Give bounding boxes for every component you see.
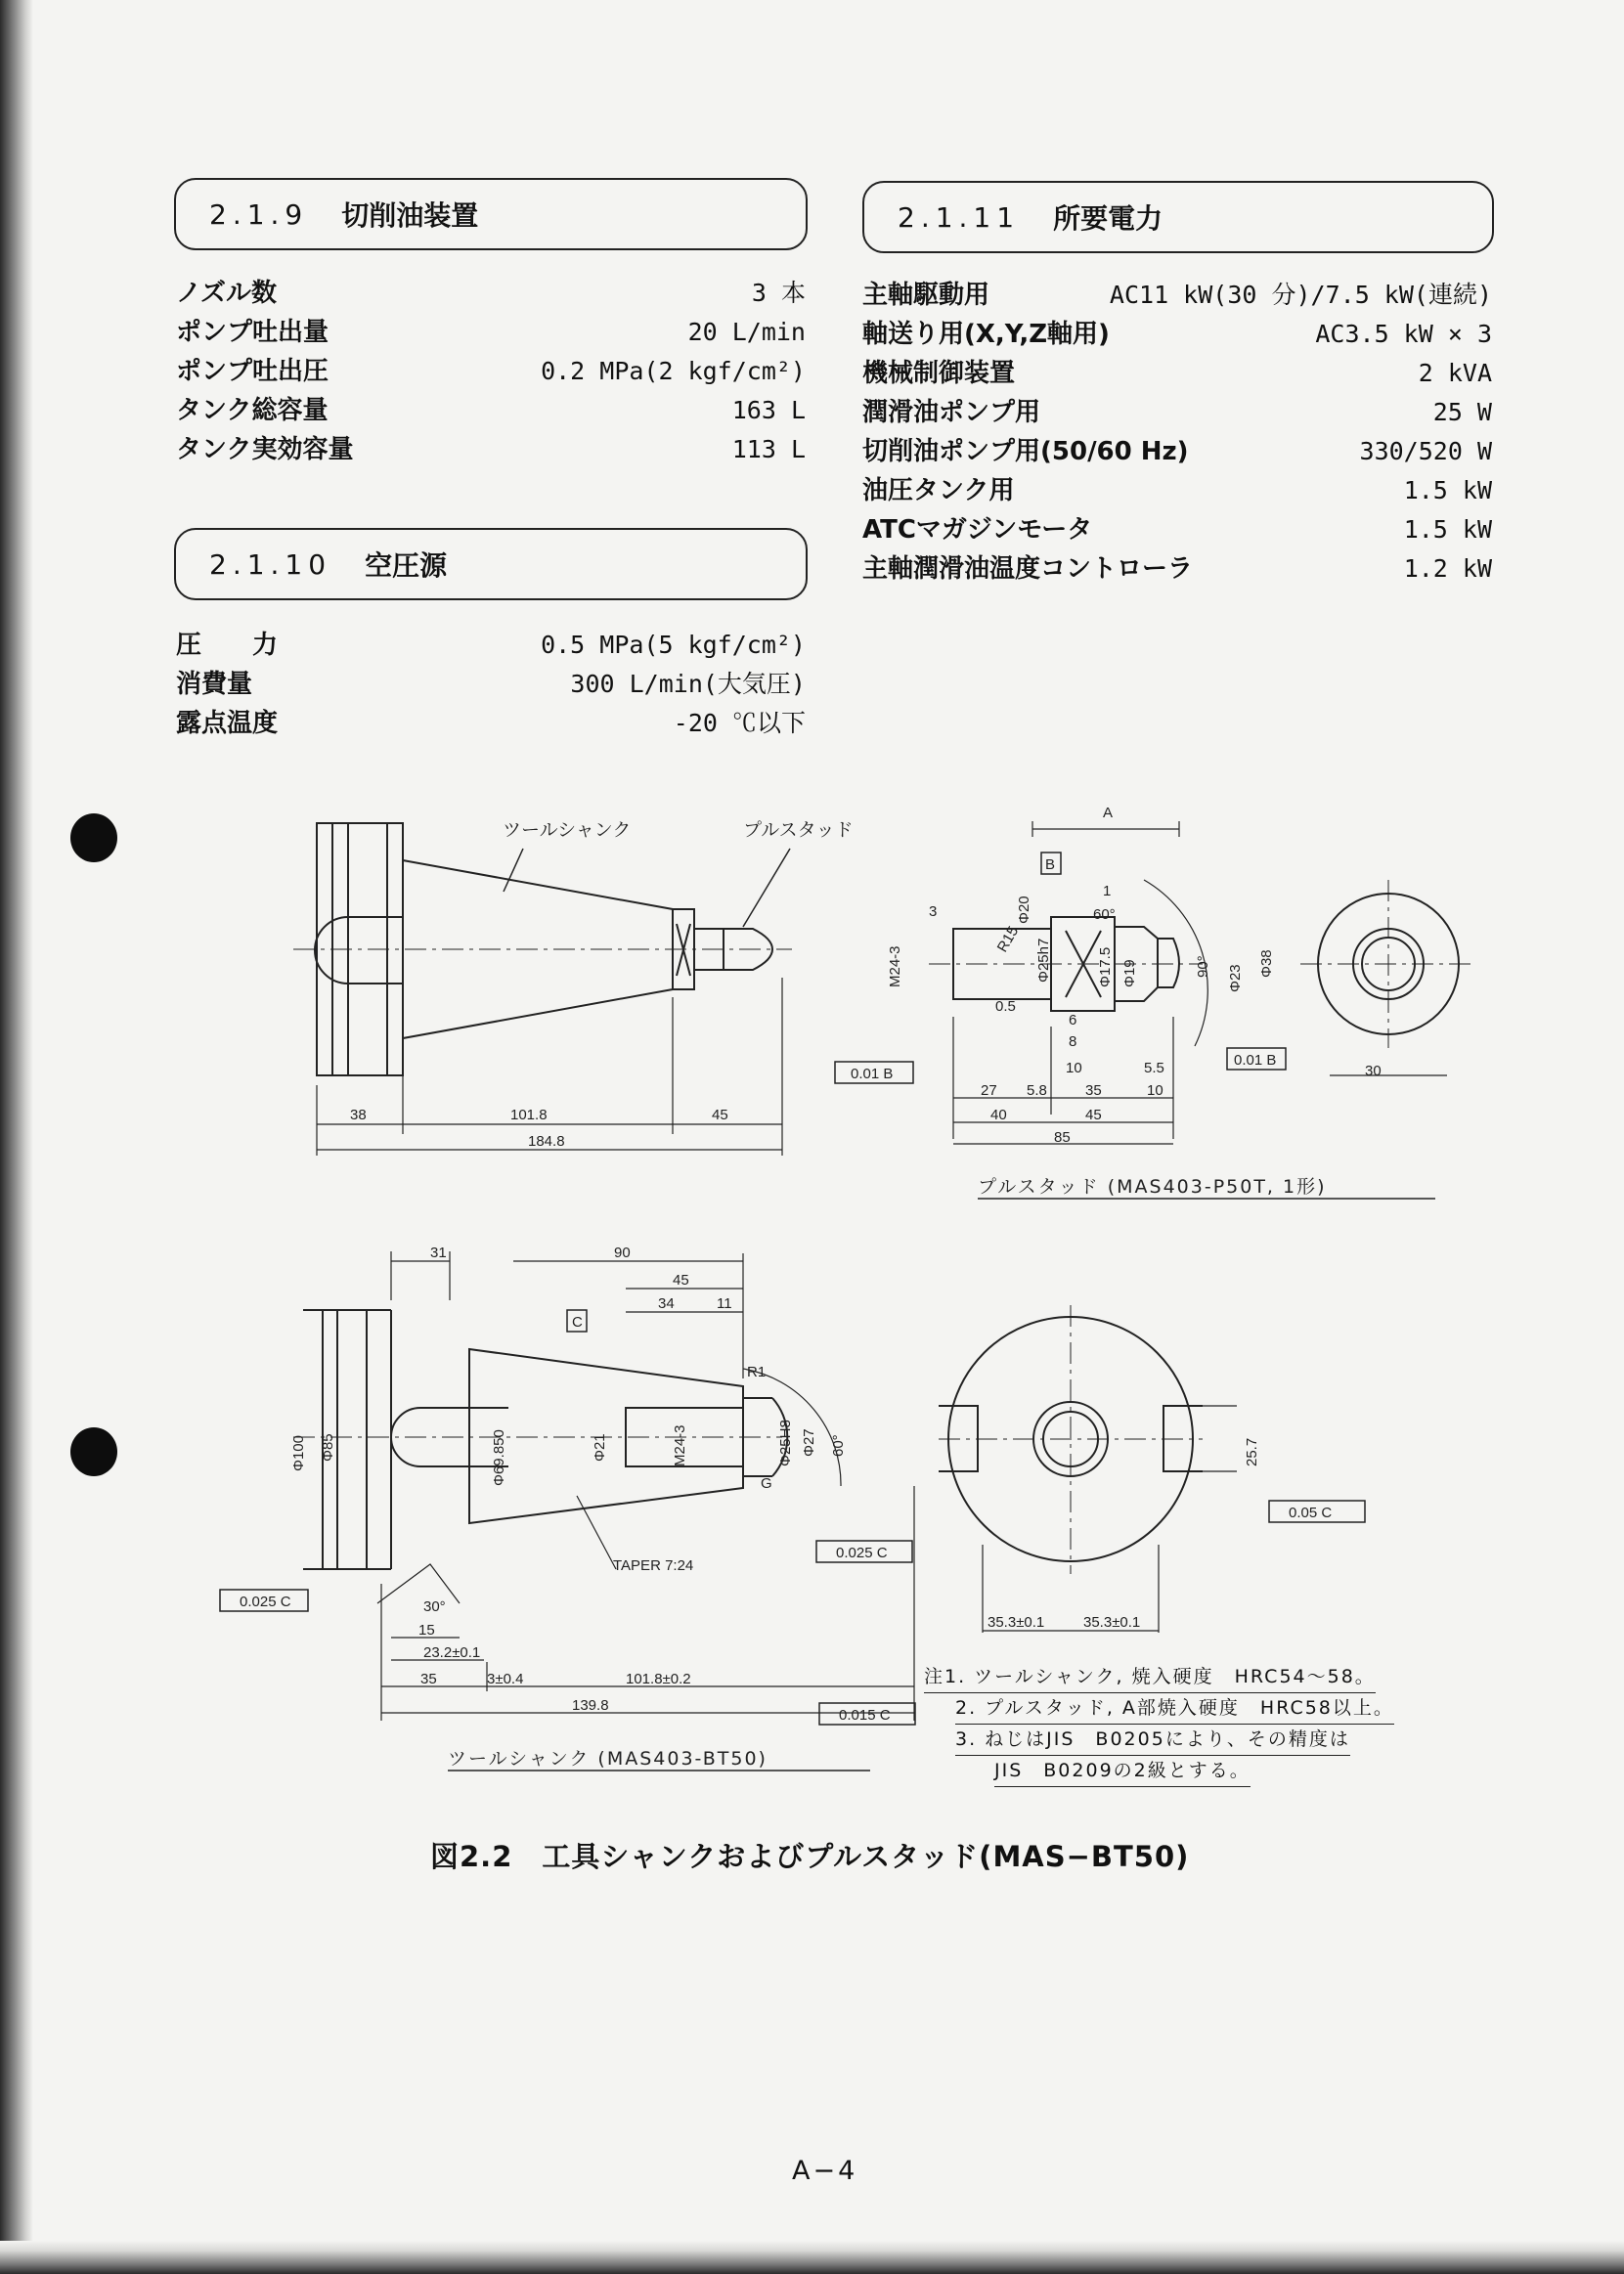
note-line: 注1. ツールシャンク, 焼入硬度 HRC54～58。 [924,1662,1376,1693]
dim-phi19: Φ19 [1121,959,1138,987]
spec-value: 1.5 kW [1403,476,1492,504]
dim-phi23: Φ23 [1227,964,1244,992]
dim-phi20: Φ20 [1016,896,1032,924]
spec-label: 潤滑油ポンプ用 [862,398,1041,427]
dim-phi100: Φ100 [290,1435,307,1471]
dim-45: 45 [712,1107,728,1123]
spec-label: 軸送り用(X,Y,Z軸用) [862,320,1110,349]
spec-label: タンク実効容量 [176,435,354,464]
grind-mark: G [761,1475,772,1492]
spec-label: 圧 力 [176,631,279,660]
tolerance-concentric-right: 0.025 C [836,1545,888,1561]
spec-label: ポンプ吐出圧 [176,357,329,386]
dim-85: 85 [1054,1129,1071,1146]
dim-90deg: 90° [1195,955,1211,978]
spec-label: ノズル数 [176,279,277,308]
section-2110-title: 空圧源 [365,549,448,582]
datum-b: B [1045,856,1056,873]
dim-1: 1 [1103,883,1112,899]
dim-45: 45 [673,1272,689,1289]
dim-5-8: 5.8 [1027,1082,1047,1099]
spec-value: AC3.5 kW × 3 [1315,320,1492,348]
dim-phi85: Φ85 [320,1433,336,1462]
dim-60deg: 60° [830,1434,847,1457]
note-line: JIS B0209の2級とする。 [994,1756,1251,1787]
spec-value: 0.5 MPa(5 kgf/cm²) [541,631,806,659]
dim-34: 34 [658,1295,675,1312]
datum-c: C [572,1314,583,1331]
dim-35-3-right: 35.3±0.1 [1083,1614,1141,1631]
spec-value: 25 W [1432,398,1492,426]
spec-value: 113 L [731,435,806,463]
dim-139-8: 139.8 [572,1697,609,1714]
spec-label: 切削油ポンプ用(50/60 Hz) [862,437,1189,466]
dim-90: 90 [614,1245,631,1261]
dim-38: 38 [350,1107,367,1123]
tolerance-runout-b: 0.01 B [1234,1052,1277,1069]
dim-184-8: 184.8 [528,1133,565,1150]
spec-label: ポンプ吐出量 [176,318,329,347]
dim-phi25h8: Φ25H8 [777,1420,794,1466]
spec-value: 163 L [731,396,806,424]
dim-r15: R15 [993,923,1023,955]
notes [924,1662,1394,1787]
dim-101-8: 101.8±0.2 [626,1671,691,1687]
tolerance-runout-c: 0.015 C [839,1707,891,1724]
dim-10: 10 [1066,1060,1082,1076]
spec-value: 2 kVA [1418,359,1492,387]
dim-phi69-85: Φ69.850 [491,1429,507,1486]
dim-27: 27 [981,1082,997,1099]
dim-15: 15 [418,1622,435,1639]
dim-phi38: Φ38 [1258,949,1275,978]
dim-35: 35 [1085,1082,1102,1099]
spec-label: 主軸駆動用 [862,281,990,310]
spec-value: 330/520 W [1359,437,1492,465]
dim-r1: R1 [747,1364,767,1380]
spec-value: 0.2 MPa(2 kgf/cm²) [541,357,806,385]
dim-phi21: Φ21 [592,1433,608,1462]
spec-label: 機械制御装置 [862,359,1016,388]
dim-60deg: 60° [1093,906,1116,923]
dim-31: 31 [430,1245,447,1261]
page-number: A−4 [792,2156,858,2186]
dim-phi17-5: Φ17.5 [1097,946,1114,987]
section-219-number: 2.1.9 [209,197,309,231]
spec-label: 主軸潤滑油温度コントローラ [862,554,1194,584]
spec-value: 3 本 [751,279,806,307]
label-taper: TAPER 7:24 [613,1557,694,1574]
spec-label: タンク総容量 [176,396,329,425]
spec-label: 消費量 [176,670,253,699]
label-tool-shank: ツールシャンク [503,819,632,841]
dim-35: 35 [420,1671,437,1687]
dim-m24-3: M24-3 [672,1424,688,1466]
section-219-title: 切削油装置 [341,199,479,232]
dim-6: 6 [1069,1012,1077,1028]
tolerance-concentric-left: 0.025 C [240,1594,291,1610]
dim-11: 11 [717,1295,732,1312]
spec-label: ATCマガジンモータ [862,515,1093,545]
dim-5-5: 5.5 [1144,1060,1164,1076]
dim-101-8: 101.8 [510,1107,548,1123]
spec-value: -20 ℃以下 [673,709,806,737]
dim-25-7: 25.7 [1244,1437,1260,1466]
tool-shank-drawing [220,1251,1365,1725]
dim-23-2: 23.2±0.1 [423,1644,481,1661]
tolerance-symmetry-c: 0.05 C [1289,1505,1333,1521]
assembly-drawing [293,823,792,1156]
dim-45: 45 [1085,1107,1102,1123]
dim-35-3-left: 35.3±0.1 [988,1614,1045,1631]
dim-m24-3: M24-3 [887,945,903,987]
dim-30: 30 [1365,1063,1382,1079]
caption-tool-shank: ツールシャンク (MAS403-BT50) [448,1748,768,1770]
spec-label: 油圧タンク用 [862,476,1015,505]
dim-3: 3±0.4 [487,1671,524,1687]
dim-30deg: 30° [423,1598,446,1615]
note-line: 2. プルスタッド, A部焼入硬度 HRC58以上。 [955,1693,1394,1725]
dim-0-5: 0.5 [995,998,1016,1015]
dim-10b: 10 [1147,1082,1163,1099]
spec-value: 1.5 kW [1403,515,1492,544]
label-pull-stud: プルスタッド [743,819,854,841]
dim-40: 40 [990,1107,1007,1123]
spec-value: AC11 kW(30 分)/7.5 kW(連続) [1109,281,1492,309]
dim-phi27: Φ27 [801,1428,817,1457]
spec-value: 1.2 kW [1403,554,1492,583]
dim-a: A [1103,805,1114,821]
tolerance-perpendicular-b: 0.01 B [851,1066,894,1082]
dim-phi25h7: Φ25h7 [1035,938,1052,983]
spec-value: 20 L/min [687,318,806,346]
spec-value: 300 L/min(大気圧) [570,670,806,698]
dim-8: 8 [1069,1033,1077,1050]
section-2111-title: 所要電力 [1053,202,1163,235]
note-line: 3. ねじはJIS B0205により、その精度は [955,1725,1350,1756]
caption-pull-stud: プルスタッド (MAS403-P50T, 1形) [978,1176,1327,1198]
section-2110-number: 2.1.10 [209,547,332,581]
figure-title: 図2.2 工具シャンクおよびプルスタッド(MAS−BT50) [430,1840,1190,1873]
section-2111-number: 2.1.11 [898,200,1021,234]
spec-label: 露点温度 [176,709,279,738]
dim-3: 3 [929,903,938,920]
